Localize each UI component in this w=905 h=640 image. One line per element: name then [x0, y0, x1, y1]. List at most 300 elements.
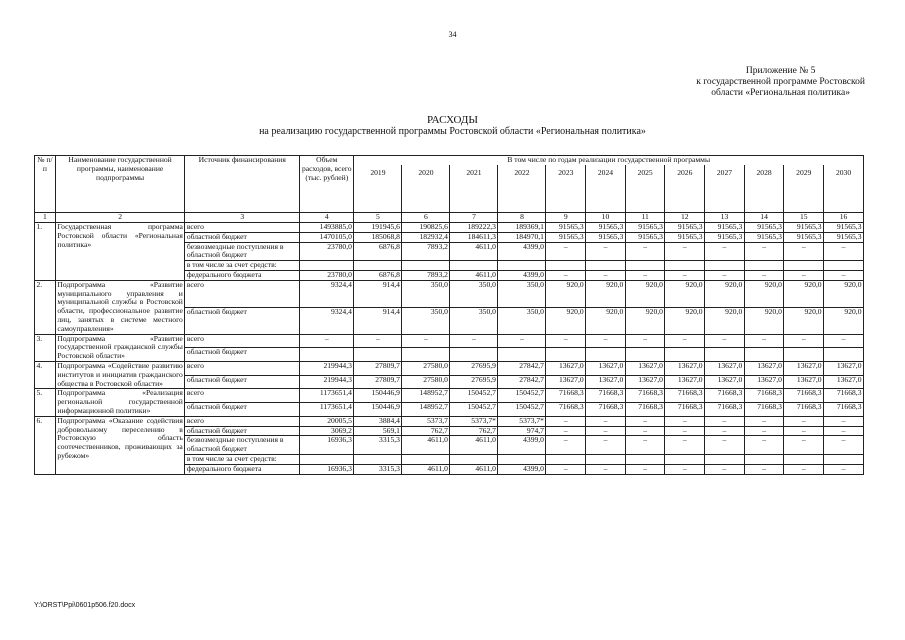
year-value: 150452,7	[498, 403, 546, 417]
year-value: 974,7	[498, 426, 546, 436]
year-value: –	[824, 334, 864, 348]
year-value	[824, 348, 864, 362]
year-value: 71668,3	[705, 403, 745, 417]
table-row	[35, 334, 864, 348]
year-value: 7893,2	[402, 242, 450, 261]
program-number: 3.	[35, 334, 56, 361]
column-number: 4	[300, 213, 354, 223]
year-value: 190825,6	[402, 223, 450, 233]
year-value: –	[665, 436, 705, 455]
year-value: –	[625, 271, 665, 281]
year-value: 350,0	[402, 280, 450, 307]
column-number: 9	[546, 213, 586, 223]
year-value: 920,0	[625, 280, 665, 307]
year-value: 71668,3	[744, 403, 784, 417]
year-value: 920,0	[784, 307, 824, 334]
program-name: Подпрограмма «Развитие муниципального управления и муниципальной службы в Ростовской области, профессиональное развитие лиц, занятых в системе местного самоуправления»	[57, 280, 183, 333]
program-number: 4.	[35, 362, 56, 389]
year-value: 27695,9	[450, 375, 498, 389]
year-value: 920,0	[546, 307, 586, 334]
year-value: 150452,7	[450, 389, 498, 403]
year-value: 71668,3	[744, 389, 784, 403]
year-value: 27842,7	[498, 362, 546, 376]
header-name: Наименование государственной программы, наименование подпрограммы	[55, 156, 184, 213]
expenses-table	[34, 155, 864, 475]
year-value: 71668,3	[586, 403, 626, 417]
column-number: 10	[586, 213, 626, 223]
program-number: 6.	[35, 416, 56, 474]
year-value: –	[744, 416, 784, 426]
appendix-line-1: Приложение № 5	[745, 66, 816, 76]
title-sub: на реализацию государственной программы Ростовской области «Региональная политика»	[259, 126, 646, 137]
funding-source: областной бюджет	[185, 375, 300, 389]
total-value: 20005,5	[300, 416, 354, 426]
total-value: 23780,0	[300, 271, 354, 281]
year-value: 350,0	[498, 307, 546, 334]
header-row-1	[35, 156, 864, 165]
year-value	[784, 261, 824, 271]
year-value: 13627,0	[705, 362, 745, 376]
year-value: –	[586, 334, 626, 348]
year-value: 182932,4	[402, 232, 450, 242]
header-total: Объем расходов, всего (тыс. рублей)	[300, 156, 354, 213]
year-value: 13627,0	[824, 362, 864, 376]
appendix-line-3: области «Региональная политика»	[711, 88, 850, 98]
year-value: –	[705, 271, 745, 281]
appendix-note	[696, 66, 865, 99]
year-value: 27809,7	[354, 362, 402, 376]
total-value: 16936,3	[300, 464, 354, 474]
year-value: 91565,3	[824, 232, 864, 242]
total-value: 23780,0	[300, 242, 354, 261]
year-value: –	[744, 271, 784, 281]
funding-source: всего	[185, 223, 300, 233]
table-row	[35, 280, 864, 307]
funding-source: федерального бюджета	[185, 271, 300, 281]
year-value: 91565,3	[744, 223, 784, 233]
year-value: 4611,0	[402, 436, 450, 455]
year-value: 71668,3	[824, 403, 864, 417]
year-value: –	[625, 464, 665, 474]
funding-source: всего	[185, 389, 300, 403]
year-value: 91565,3	[784, 223, 824, 233]
total-value: 3069,2	[300, 426, 354, 436]
year-value: 71668,3	[546, 389, 586, 403]
year-value	[450, 455, 498, 465]
year-value: 914,4	[354, 307, 402, 334]
total-value	[300, 348, 354, 362]
table-row	[35, 223, 864, 233]
year-value: 5373,7*	[498, 416, 546, 426]
funding-source: в том числе за счет средств:	[185, 261, 300, 271]
year-value: –	[354, 334, 402, 348]
year-value	[665, 455, 705, 465]
year-value	[546, 261, 586, 271]
year-value: 91565,3	[625, 223, 665, 233]
total-value: 16936,3	[300, 436, 354, 455]
appendix-line-2: к государственной программе Ростовской	[696, 77, 865, 87]
header-year: 2026	[665, 165, 705, 213]
year-value: –	[824, 416, 864, 426]
year-value: –	[705, 416, 745, 426]
year-value: 13627,0	[705, 375, 745, 389]
year-value: 71668,3	[705, 389, 745, 403]
year-value: –	[665, 426, 705, 436]
year-value: 91565,3	[546, 223, 586, 233]
year-value: 920,0	[705, 280, 745, 307]
header-year: 2027	[705, 165, 745, 213]
year-value: 71668,3	[665, 389, 705, 403]
year-value: –	[665, 416, 705, 426]
year-value: –	[625, 436, 665, 455]
year-value: 91565,3	[665, 223, 705, 233]
year-value: –	[784, 464, 824, 474]
year-value	[665, 261, 705, 271]
year-value: –	[546, 242, 586, 261]
header-year: 2022	[498, 165, 546, 213]
year-value	[744, 348, 784, 362]
year-value	[586, 261, 626, 271]
year-value: 91565,3	[586, 232, 626, 242]
funding-source: безвозмездные поступления в областной бюджет	[185, 436, 300, 455]
column-number: 13	[705, 213, 745, 223]
year-value: 920,0	[744, 280, 784, 307]
year-value: 4611,0	[450, 242, 498, 261]
year-value: 4611,0	[450, 271, 498, 281]
funding-source: всего	[185, 362, 300, 376]
year-value: –	[546, 271, 586, 281]
year-value: 350,0	[498, 280, 546, 307]
year-value: 150452,7	[498, 389, 546, 403]
year-value: 350,0	[450, 280, 498, 307]
year-value: –	[546, 416, 586, 426]
program-name: Подпрограмма «Оказание содействия добровольному переселению в Ростовскую область соотечественников, проживающих за рубежом»	[55, 416, 184, 474]
year-value	[744, 455, 784, 465]
year-value	[354, 348, 402, 362]
year-value: 920,0	[586, 280, 626, 307]
column-number: 6	[402, 213, 450, 223]
year-value: –	[546, 464, 586, 474]
year-value: –	[784, 426, 824, 436]
year-value: 13627,0	[784, 375, 824, 389]
column-number: 2	[55, 213, 184, 223]
year-value: 13627,0	[586, 362, 626, 376]
year-value: 91565,3	[705, 232, 745, 242]
year-value: 13627,0	[665, 362, 705, 376]
year-value: –	[586, 416, 626, 426]
year-value	[498, 348, 546, 362]
year-value: 920,0	[824, 280, 864, 307]
year-value: 7893,2	[402, 271, 450, 281]
year-value: 191945,6	[354, 223, 402, 233]
year-value: 6876,8	[354, 271, 402, 281]
header-year: 2024	[586, 165, 626, 213]
total-value	[300, 261, 354, 271]
year-value: 150446,9	[354, 389, 402, 403]
funding-source: областной бюджет	[185, 307, 300, 334]
year-value: 27695,9	[450, 362, 498, 376]
year-value: –	[784, 436, 824, 455]
year-value: 920,0	[625, 307, 665, 334]
year-value: 91565,3	[586, 223, 626, 233]
year-value: 4611,0	[450, 464, 498, 474]
year-value: 920,0	[705, 307, 745, 334]
funding-source: областной бюджет	[185, 348, 300, 362]
year-value	[784, 348, 824, 362]
year-value: 920,0	[665, 307, 705, 334]
year-value: 13627,0	[546, 362, 586, 376]
column-number: 8	[498, 213, 546, 223]
year-value: –	[586, 242, 626, 261]
year-value: –	[625, 242, 665, 261]
year-value	[625, 261, 665, 271]
column-number: 12	[665, 213, 705, 223]
year-value: 920,0	[586, 307, 626, 334]
program-name: Подпрограмма «Развитие государственной гражданской службы Ростовской области»	[57, 334, 183, 361]
header-no: № п/п	[35, 156, 56, 213]
year-value: 27580,0	[402, 375, 450, 389]
year-value	[354, 455, 402, 465]
year-value: –	[744, 426, 784, 436]
year-value: –	[784, 334, 824, 348]
year-value: 27809,7	[354, 375, 402, 389]
year-value: 6876,8	[354, 242, 402, 261]
year-value: –	[784, 271, 824, 281]
funding-source: всего	[185, 280, 300, 307]
year-value: 71668,3	[665, 403, 705, 417]
year-value	[824, 261, 864, 271]
year-value: –	[705, 242, 745, 261]
year-value: –	[450, 334, 498, 348]
year-value: 150446,9	[354, 403, 402, 417]
year-value: –	[824, 436, 864, 455]
year-value: 189369,1	[498, 223, 546, 233]
program-number: 5.	[35, 389, 56, 416]
year-value	[586, 455, 626, 465]
year-value: 569,1	[354, 426, 402, 436]
year-value: 13627,0	[546, 375, 586, 389]
year-value: 4399,0	[498, 436, 546, 455]
year-value: 91565,3	[546, 232, 586, 242]
year-value: 71668,3	[625, 403, 665, 417]
year-value: –	[625, 416, 665, 426]
program-name: Подпрограмма «Содействие развитию институтов и инициатив гражданского общества в Ростовской области»	[57, 361, 183, 388]
year-value: –	[665, 334, 705, 348]
year-value	[824, 455, 864, 465]
year-value: 4399,0	[498, 242, 546, 261]
file-path-footer: Y:\ORST\Ppi\0601p506.f20.docx	[34, 602, 136, 609]
column-number-row	[35, 213, 864, 223]
document-title	[0, 114, 905, 138]
table-row	[35, 389, 864, 403]
year-value: 13627,0	[744, 375, 784, 389]
total-value: 1493885,0	[300, 223, 354, 233]
year-value: 5373,7*	[450, 416, 498, 426]
total-value: 1173651,4	[300, 403, 354, 417]
year-value: 914,4	[354, 280, 402, 307]
column-number: 11	[625, 213, 665, 223]
year-value: 13627,0	[744, 362, 784, 376]
year-value: –	[402, 334, 450, 348]
total-value: 1173651,4	[300, 389, 354, 403]
year-value: 91565,3	[625, 232, 665, 242]
year-value: –	[744, 464, 784, 474]
year-value: –	[625, 334, 665, 348]
funding-source: всего	[185, 334, 300, 348]
year-value	[450, 261, 498, 271]
year-value: 4611,0	[450, 436, 498, 455]
year-value	[402, 348, 450, 362]
year-value: 13627,0	[665, 375, 705, 389]
year-value	[744, 261, 784, 271]
year-value: 13627,0	[586, 375, 626, 389]
year-value: 4399,0	[498, 271, 546, 281]
year-value: 4399,0	[498, 464, 546, 474]
year-value: 148952,7	[402, 403, 450, 417]
year-value: –	[705, 464, 745, 474]
header-year: 2019	[354, 165, 402, 213]
year-value: 762,7	[450, 426, 498, 436]
year-value: 13627,0	[824, 375, 864, 389]
header-year: 2023	[546, 165, 586, 213]
year-value: –	[665, 464, 705, 474]
header-year: 2030	[824, 165, 864, 213]
column-number: 14	[744, 213, 784, 223]
year-value: –	[665, 271, 705, 281]
year-value	[354, 261, 402, 271]
year-value	[784, 455, 824, 465]
funding-source: областной бюджет	[185, 403, 300, 417]
year-value: 71668,3	[546, 403, 586, 417]
year-value: 91565,3	[744, 232, 784, 242]
year-value	[705, 455, 745, 465]
year-value: –	[824, 242, 864, 261]
year-value: –	[824, 426, 864, 436]
year-value: 762,7	[402, 426, 450, 436]
year-value: 185068,8	[354, 232, 402, 242]
program-number: 1.	[35, 223, 56, 281]
year-value: 91565,3	[824, 223, 864, 233]
year-value: –	[784, 242, 824, 261]
year-value: –	[744, 334, 784, 348]
year-value	[705, 261, 745, 271]
title-main: РАСХОДЫ	[426, 114, 479, 126]
total-value: 219944,3	[300, 362, 354, 376]
year-value: 13627,0	[625, 362, 665, 376]
year-value	[705, 348, 745, 362]
year-value: –	[824, 464, 864, 474]
funding-source: федерального бюджета	[185, 464, 300, 474]
year-value: 4611,0	[402, 464, 450, 474]
column-number: 5	[354, 213, 402, 223]
year-value: 13627,0	[625, 375, 665, 389]
funding-source: безвозмездные поступления в областной бюджет	[185, 242, 300, 261]
year-value: –	[824, 271, 864, 281]
header-year: 2028	[744, 165, 784, 213]
table-row	[35, 416, 864, 426]
program-number: 2.	[35, 280, 56, 334]
year-value: 91565,3	[665, 232, 705, 242]
page-number: 34	[448, 30, 457, 39]
total-value	[300, 455, 354, 465]
year-value: 350,0	[402, 307, 450, 334]
year-value	[625, 348, 665, 362]
table-row	[35, 362, 864, 376]
year-value	[450, 348, 498, 362]
year-value: 920,0	[784, 280, 824, 307]
year-value: 184970,1	[498, 232, 546, 242]
year-value: 350,0	[450, 307, 498, 334]
year-value	[546, 455, 586, 465]
program-name: Государственная программа Ростовской области «Региональная политика»	[55, 223, 184, 281]
funding-source: в том числе за счет средств:	[185, 455, 300, 465]
year-value: –	[744, 242, 784, 261]
total-value: 9324,4	[300, 307, 354, 334]
year-value	[402, 261, 450, 271]
total-value: 1470105,0	[300, 232, 354, 242]
column-number: 1	[35, 213, 56, 223]
year-value: 71668,3	[824, 389, 864, 403]
year-value: 5373,7	[402, 416, 450, 426]
year-value: 920,0	[744, 307, 784, 334]
funding-source: областной бюджет	[185, 232, 300, 242]
year-value	[498, 261, 546, 271]
year-value: –	[705, 436, 745, 455]
year-value: 91565,3	[784, 232, 824, 242]
column-number: 16	[824, 213, 864, 223]
header-year: 2020	[402, 165, 450, 213]
column-number: 15	[784, 213, 824, 223]
year-value: 3315,3	[354, 464, 402, 474]
header-year: 2021	[450, 165, 498, 213]
year-value: –	[498, 334, 546, 348]
total-value: –	[300, 334, 354, 348]
year-value: –	[744, 436, 784, 455]
year-value: 71668,3	[586, 389, 626, 403]
year-value: 71668,3	[625, 389, 665, 403]
header-source: Источник финансирования	[185, 156, 300, 213]
header-years-caption: В том числе по годам реализации государственной программы	[354, 156, 864, 165]
year-value	[665, 348, 705, 362]
year-value: –	[586, 436, 626, 455]
year-value: –	[586, 426, 626, 436]
year-value: –	[705, 426, 745, 436]
year-value	[498, 455, 546, 465]
year-value	[625, 455, 665, 465]
year-value: 150452,7	[450, 403, 498, 417]
year-value	[402, 455, 450, 465]
total-value: 9324,4	[300, 280, 354, 307]
year-value: –	[625, 426, 665, 436]
year-value: 27580,0	[402, 362, 450, 376]
column-number: 3	[185, 213, 300, 223]
year-value	[586, 348, 626, 362]
year-value: 920,0	[665, 280, 705, 307]
total-value: 219944,3	[300, 375, 354, 389]
column-number: 7	[450, 213, 498, 223]
funding-source: областной бюджет	[185, 426, 300, 436]
funding-source: всего	[185, 416, 300, 426]
year-value: –	[665, 242, 705, 261]
year-value: 184611,3	[450, 232, 498, 242]
year-value: 3315,3	[354, 436, 402, 455]
year-value: 71668,3	[784, 403, 824, 417]
year-value: 91565,3	[705, 223, 745, 233]
header-year: 2029	[784, 165, 824, 213]
year-value: 920,0	[546, 280, 586, 307]
year-value: –	[784, 416, 824, 426]
year-value: –	[586, 464, 626, 474]
